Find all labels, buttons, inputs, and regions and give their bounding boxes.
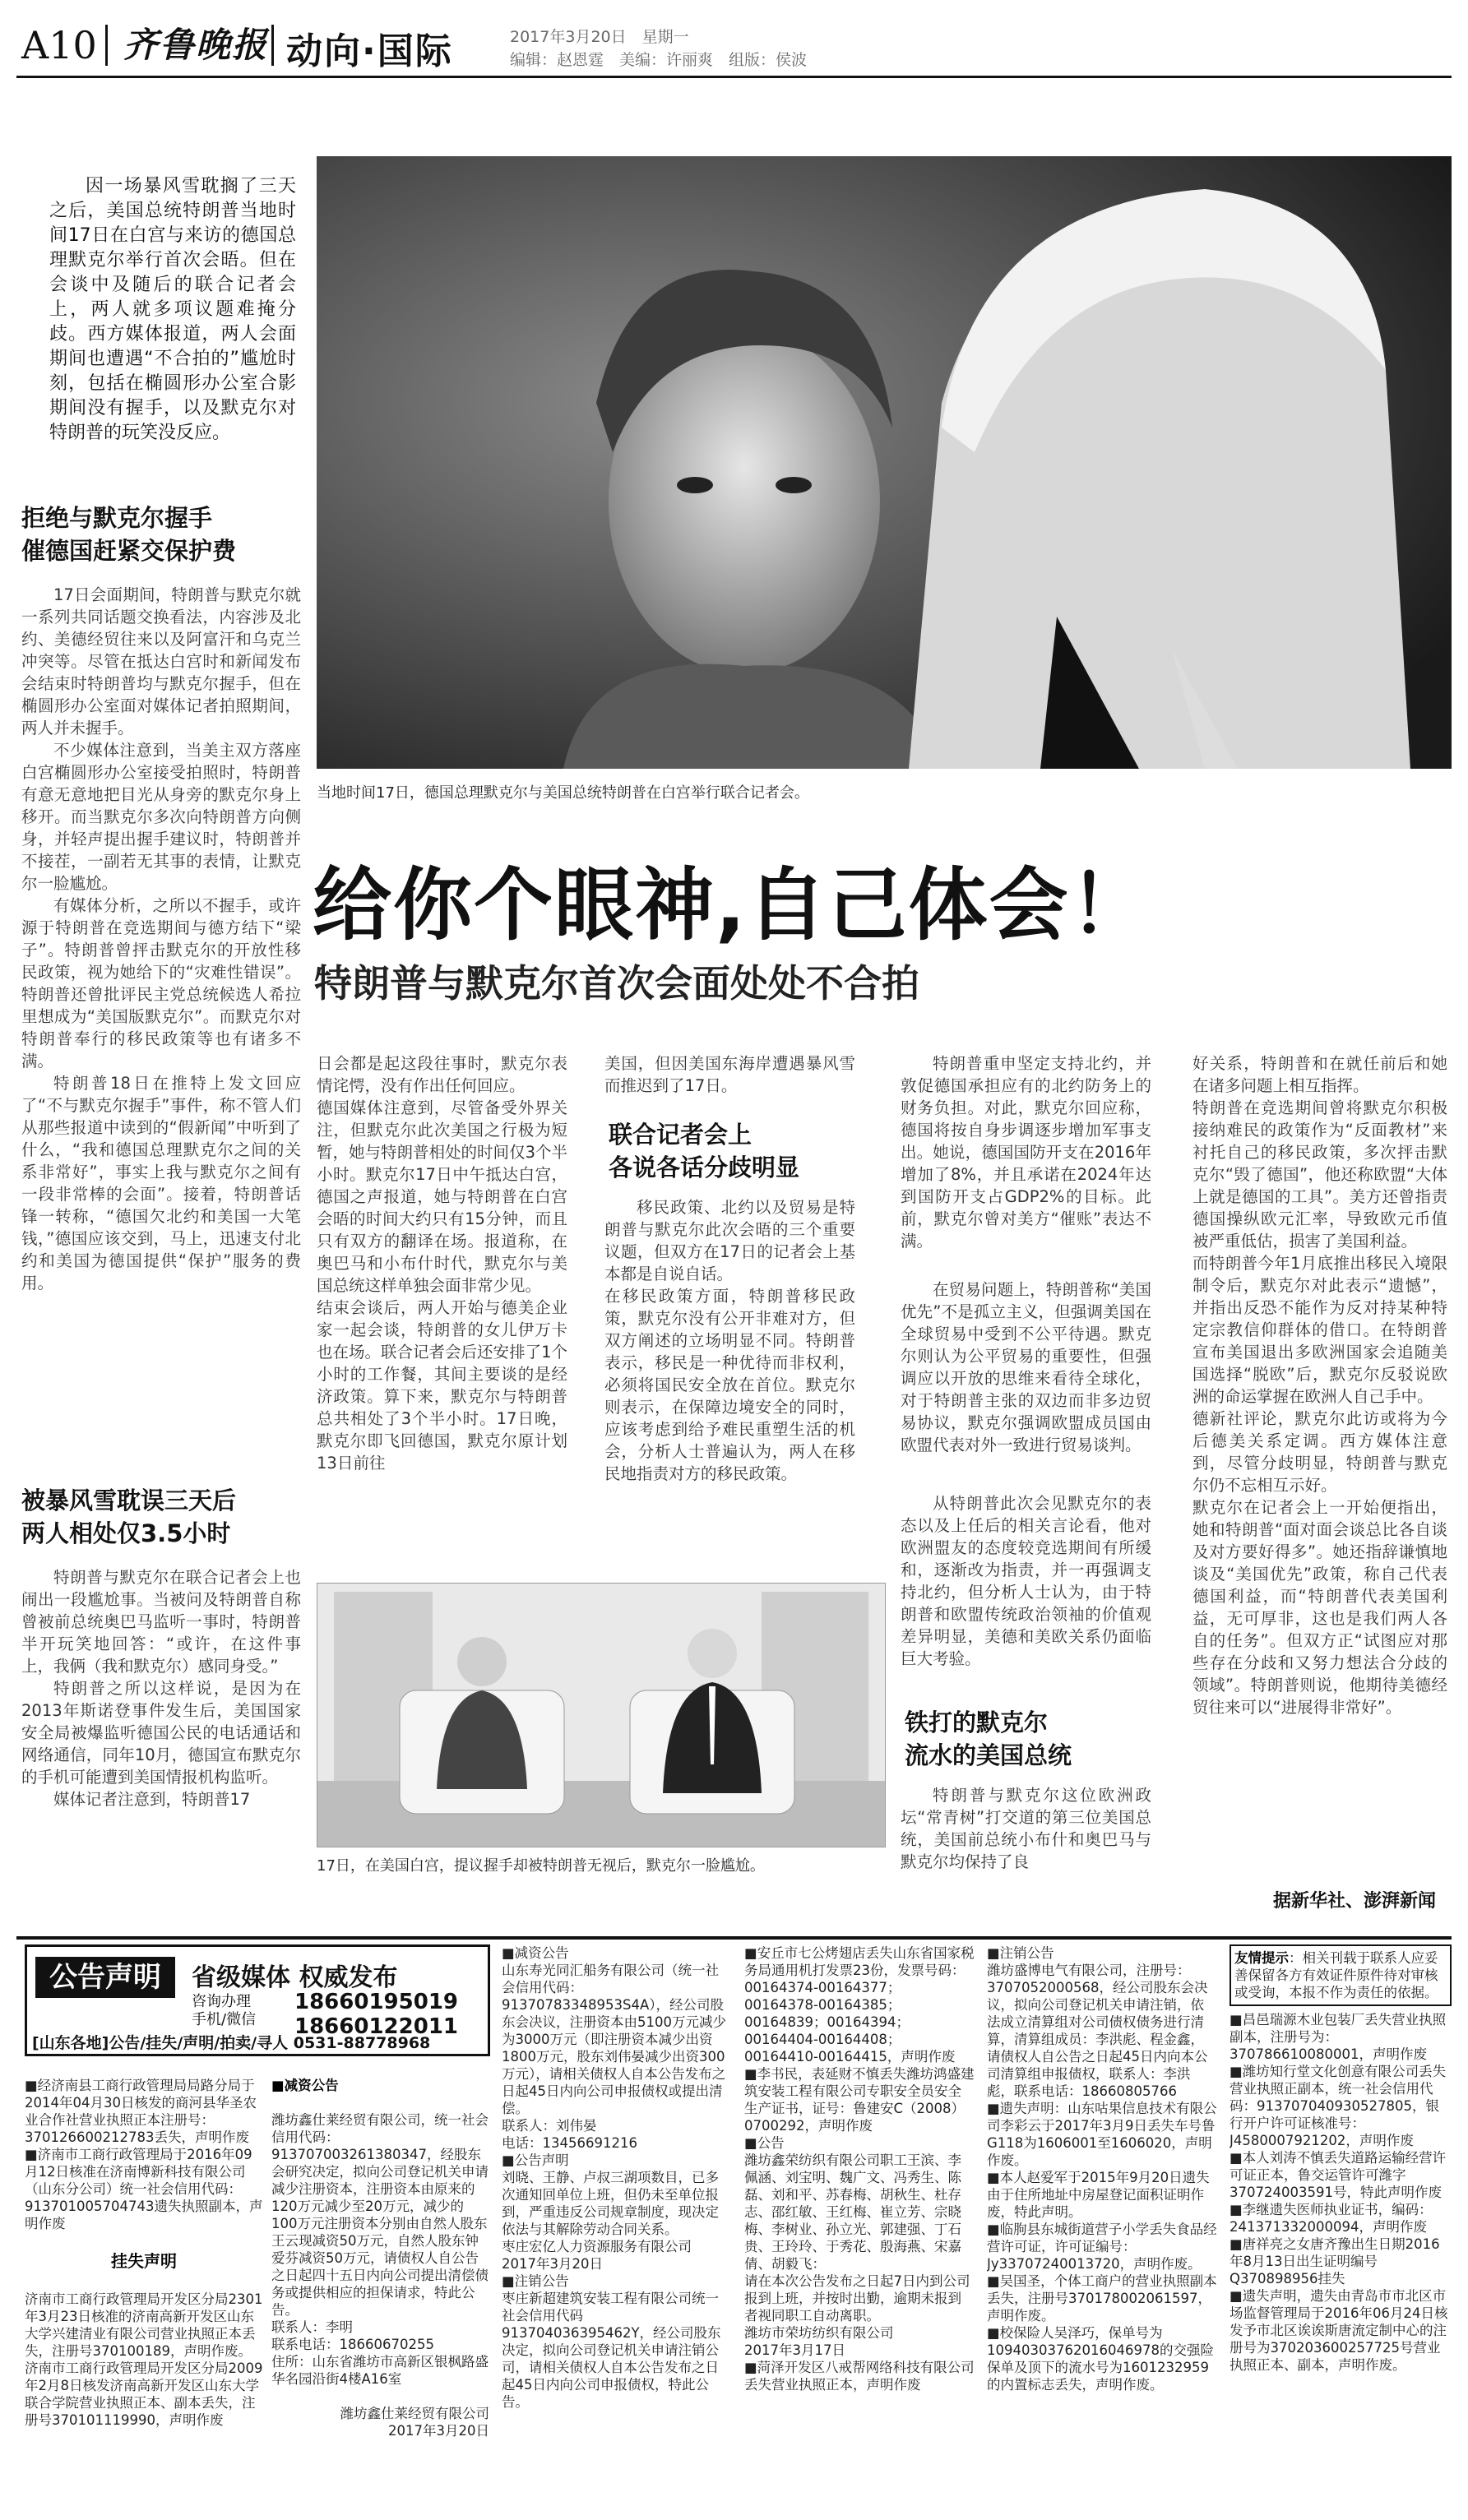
ad-tip-box: 友情提示：相关刊载于联系人应妥善保留各方有效证件原件待对审核或受询，本报不作为责任的依据。 <box>1230 1944 1452 2006</box>
issue-date: 2017年3月20日 星期一 <box>510 28 689 46</box>
body-column-3-mid: 在贸易问题上，特朗普称“美国优先”不是孤立主义，但强调美国在全球贸易中受到不公平待遇。默克尔则认为公平贸易的重要性，但强调应以开放的思维来看待全球化，对于特朗普主张的双边而非多边贸易协议，默克尔强调欧盟成员国由欧盟代表对外一致进行贸易谈判。 <box>901 1280 1151 1454</box>
subhead-snowstorm: 被暴风雪耽误三天后 两人相处仅3.5小时 <box>21 1487 237 1547</box>
ad-phone-numbers: 18660195019 18660122011 <box>294 1990 458 2039</box>
ad-column-2: ■减资公告 潍坊鑫仕莱经贸有限公司，统一社会信用代码：913707003261380347，经股东会研究决定，拟向公司登记机关申请减少注册资本，注册资本由原来的120万元减少至20万元，减少的100万元注册资本分别由自然人股东王云现减资50万元，自然人股东钟爱芬减资50万元，请债权人自公告之日起四十五日内向公司提出清偿债务或提供相应的担保请求，特此公告。 联系人：李明 联系电话：18660670255 住所：山东省潍坊市高新区银枫路盛华名园沿街4楼A16室 潍坊鑫仕莱经贸有限公司 2017年3月20日 <box>271 2078 489 2439</box>
masthead: 齐鲁晚报 <box>123 25 269 65</box>
header-divider <box>105 25 108 66</box>
news-source: 据新华社、澎湃新闻 <box>1273 1891 1437 1912</box>
left-column-text: 17日会面期间，特朗普与默克尔就一系列共同话题交换看法，内容涉及北约、美德经贸往来以及阿富汗和乌克兰冲突等。尽管在抵达白宫时和新闻发布会结束时特朗普均与默克尔握手，但在椭圆形办公室面对媒体记者拍照期间，两人并未握手。 不少媒体注意到，当美主双方落座白宫椭圆形办公室接受拍照时，特朗普有意无意地把目光从身旁的默克尔身上移开。而当默克尔多次向特朗普方向侧身，并轻声提出握手建议时，特朗普并不接茬，一副若无其事的表情，让默克尔一脸尴尬。 有媒体分析，之所以不握手，或许源于特朗普在竞选期间与德方结下“梁子”。特朗普曾抨击默克尔的开放性移民政策，视为她给下的“灾难性错误”。特朗普还曾批评民主党总统候选人希拉里想成为“美国版默克尔”。而默克尔对特朗普奉行的移民政策等也有诸多不满。 特朗普18日在推特上发文回应了“不与默克尔握手”事件，称不管人们从那些报道中读到的“假新闻”中听到了什么，“我和德国总理默克尔之间的关系非常好”，事实上我与默克尔之间有一段非常棒的会面”。接着，特朗普话锋一转称，“德国欠北约和美国一大笔钱，”德国应该交到，马上，迅速支付北约和美国为德国提供“保护”服务的费用。 <box>21 585 301 1292</box>
lead-paragraph: 因一场暴风雪耽搁了三天之后，美国总统特朗普当地时间17日在白宫与来访的德国总理默克尔举行首次会晤。但在会谈中及随后的联合记者会上，两人就多项议题难掩分歧。西方媒体报道，两人会面期间也遭遇“不合拍的”尴尬时刻，包括在椭圆形办公室合影期间没有握手，以及默克尔对特朗普的玩笑没反应。 <box>49 176 296 443</box>
header-divider <box>271 25 274 66</box>
ad-column-3: ■减资公告 山东寿光同汇船务有限公司（统一社会信用代码：91370783348953S4A），经公司股东会决议，注册资本由5100万元减少为3000万元（即注册资本减少出资1800万元，股东刘伟晏减少出资300万元），请相关债权人自本公告发布之日起45日内向公司申报债权或提出清偿。 联系人：刘伟晏 电话：13456691216 ■公告声明 刘晓、王静、卢叔三湖项数目，已多次通知回单位上班，但仍未至单位报到，严重违反公司规章制度，现决定依法与其解除劳动合同关系。 枣庄宏亿人力资源服务有限公司 2017年3月20日 ■注销公告 枣庄新超建筑安装工程有限公司统一社会信用代码913704036395462Y，经公司股东决定，拟向公司登记机关申请注销公司，请相关债权人自本公告发布之日起45日内向公司申报债权，特此公告。 <box>502 1945 726 2410</box>
ad-column-6: 友情提示：相关刊载于联系人应妥善保留各方有效证件原件待对审核或受询，本报不作为责任的依据。 ■昌邑瑞源木业包装厂丢失营业执照副本，注册号为：370786610080001，声明作废 ■潍坊知行堂文化创意有限公司丢失营业执照正副本，统一社会信用代码：913707040930527805，银行开户许可证核准号：J4580007921202，声明作废 ■本人刘涛不慎丢失道路运输经营许可证正本，鲁交运管许可潍字370724003591号，特此声明作废 ■李继遗失医师执业证书，编码：241371332000094，声明作废 ■唐祥亮之女唐齐豫出生日期2016年8月13日出生证明编号Q370898956挂失 ■遗失声明，遗失由青岛市市北区市场监督管理局于2016年06月24日核发予市北区诶诶斯唐流定制中心的注册号为370203600257725号营业执照正本、副本，声明作废。 <box>1230 1944 1452 2499</box>
leaders-photo-illustration <box>317 156 1452 769</box>
ad-slogan: 省级媒体 权威发布 <box>192 1963 398 1992</box>
subhead-press-conference: 联合记者会上 各说各话分歧明显 <box>609 1121 800 1181</box>
ad-header-box <box>25 1944 490 2056</box>
ad-brand-label: 公告声明 <box>35 1957 175 1998</box>
ad-column-4: ■安丘市七公烤翅店丢失山东省国家税务局通用机打发票23份，发票号码：00164374-00164377；00164378-00164385；00164839；00164394；00164404-00164408；00164410-00164415，声明作废 ■李书民，表延财不慎丢失潍坊鸿盛建筑安装工程有限公司专职安全员安全生产证书，证号：鲁建安C（2008）0700292，声明作废 ■公告 潍坊鑫荣纺织有限公司职工王滨、李佩涵、刘宝明、魏广文、冯秀生、陈磊、刘和平、苏春梅、胡秋生、杜存志、邵红敏、王红梅、崔立芳、宗晓梅、李树业、孙立光、郭建强、丁石贵、王玲玲、于秀花、殷海燕、宋嘉倩、胡毅飞： 请在本次公告发布之日起7日内到公司报到上班，并按时出勤，逾期未报到者视同职工自动离职。 潍坊市荣坊纺织有限公司 2017年3月17日 ■菏泽开发区八戒帮网络科技有限公司丢失营业执照正本，声明作废 <box>744 1945 975 2393</box>
header-rule <box>16 76 1452 78</box>
body-column-4: 好关系，特朗普和在就任前后和她在诸多问题上相互指挥。 特朗普在竞选期间曾将默克尔积极接纳难民的政策作为“反面教材”来衬托自己的移民政策，多次抨击默克尔“毁了德国”，他还称欧盟“大体上就是德国的工具”。美方还曾指责德国操纵欧元汇率，导致欧元币值被严重低估，损害了美国利益。 而特朗普今年1月底推出移民入境限制令后，默克尔对此表示“遗憾”，并指出反恐不能作为反对持某种特定宗教信仰群体的借口。在特朗普宣布美国退出多欧洲国家会追随美国选择“脱欧”后，默克尔反驳说欧洲的命运掌握在欧洲人自己手中。 德新社评论，默克尔此访或将为今后德美关系定调。西方媒体注意到，尽管分歧明显，特朗普与默克尔仍不忘相互示好。 默克尔在记者会上一开始便指出，她和特朗普“面对面会谈总比各自谈及对方要好得多”。她还指辞谦慎地谈及“美国优先”政策，称自己代表德国利益，而“特朗普代表美国利益，无可厚非，这也是我们两人各自的任务”。但双方正“试图应对那些存在分歧和又努力想法合分歧的领域”。特朗普则说，他期待美德经贸往来可以“进展得非常好”。 <box>1192 1054 1447 1717</box>
ad-region-line: [山东各地]公告/挂失/声明/拍卖/寻人 0531-88778968 <box>32 2034 431 2052</box>
second-photo-caption: 17日，在美国白宫，提议握手却被特朗普无视后，默克尔一脸尴尬。 <box>317 1857 765 1875</box>
page-number: A10 <box>21 23 97 67</box>
body-column-3-top: 特朗普重申坚定支持北约，并敦促德国承担应有的北约防务上的财务负担。对此，默克尔回应称，德国将按自身步调逐步增加军事支出。她说，德国国防开支在2016年增加了8%，并且承诺在2024年达到国防开支占GDP2%的目标。此前，默克尔曾对美方“催账”表达不满。 <box>901 1054 1151 1251</box>
main-photo <box>317 156 1452 769</box>
body-column-1: 日会都是起这段往事时，默克尔表情诧愕，没有作出任何回应。 德国媒体注意到，尽管备受外界关注，但默克尔此次美国之行极为短暂，她与特朗普相处的时间仅3个半小时。默克尔17日中午抵达白宫，德国之声报道，她与特朗普在白宫会晤的时间大约只有15分钟，而且只有双方的翻译在场。报道称，在奥巴马和小布什时代，默克尔与美国总统这样单独会面非常少见。 结束会谈后，两人开始与德美企业家一起会谈，特朗普的女儿伊万卡也在场。联合记者会后还安排了1个小时的工作餐，其间主要谈的是经济政策。算下来，默克尔与特朗普总共相处了3个半小时。17日晚，默克尔即飞回德国，默克尔原计划13日前往 <box>317 1054 567 1473</box>
body-column-2: 移民政策、北约以及贸易是特朗普与默克尔此次会晤的三个重要议题，但双方在17日的记者会上基本都是自说自话。 在移民政策方面，特朗普移民政策，默克尔没有公开非难对方，但双方阐述的立场明显不同。特朗普表示，移民是一种优待而非权利，必须将国民安全放在首位。默克尔则表示，在保障边境安全的同时，应该考虑到给予难民重塑生活的机会，分析人士普遍认为，两人在移民地指责对方的移民政策。 <box>604 1198 855 1483</box>
body-column-3-end: 特朗普与默克尔这位欧洲政坛“常青树”打交道的第三位美国总统，美国前总统小布什和奥巴马与默克尔均保持了良 <box>901 1786 1151 1871</box>
left-column-text-2: 特朗普与默克尔在联合记者会上也闹出一段尴尬事。当被问及特朗普自称曾被前总统奥巴马监听一事时，特朗普半开玩笑地回答：“或许，在这件事上，我俩（我和默克尔）感同身受。” 特朗普之所以这样说，是因为在2013年斯诺登事件发生后，美国国家安全局被爆监听德国公民的电话通话和网络通信，同年10月，德国宣布默克尔的手机可能遭到美国情报机构监听。 媒体记者注意到，特朗普17 <box>21 1568 301 1809</box>
ad-column-1: ■经济南县工商行政管理局局路分局于2014年04月30日核发的商河县华圣农业合作社营业执照正本注册号：370126600212783丢失，声明作废 ■济南市工商行政管理局于2016年09月12日核准在济南博新科技有限公司（山东分公司）统一社会信用代码：913701005704743遗失执照副本，声明作废 挂失声明 济南市工商行政管理局开发区分局2301年3月23日核准的济南高新开发区山东大学兴建清业有限公司营业执照正本丢失，注册号370100189，声明作废。 济南市工商行政管理局开发区分局2009年2月8日核发济南高新开发区山东大学联合学院营业执照正本、副本丢失，注册号370101119990，声明作废 <box>25 2078 263 2428</box>
section-title: 动向·国际 <box>286 30 453 72</box>
subhead-handshake: 拒绝与默克尔握手 催德国赶紧交保护费 <box>21 504 237 565</box>
oval-office-photo-illustration <box>317 1584 885 1847</box>
main-photo-caption: 当地时间17日，德国总理默克尔与美国总统特朗普在白宫举行联合记者会。 <box>317 784 809 802</box>
staff-credits: 编辑：赵恩霆 美编：许丽爽 组版：侯波 <box>510 51 808 69</box>
ad-phone-label: 咨询办理 手机/微信 <box>192 1993 257 2028</box>
ad-column-5: ■注销公告 潍坊盛博电气有限公司，注册号：3707052000568，经公司股东会决议，拟向公司登记机关申请注销，依法成立清算组对公司债权债务进行清算，清算组成员：李洪彪、程金鑫，请债权人自公告之日起45日内向本公司清算组申报债权，联系人：李洪彪，联系电话：18660805766 ■遗失声明：山东咕果信息技术有限公司李彩云于2017年3月9日丢失车号鲁G118为1606001至1606020，声明作废。 ■本人赵爱军于2015年9月20日遗失由于住所地址中房屋登记面积证明作废，特此声明。 ■临朐县东城街道营子小学丢失食品经营许可证，许可证编号：Jy33707240013720，声明作废。 ■吴国圣，个体工商户的营业执照副本丢失，注册号370178002061597，声明作废。 ■校保险人吴泽巧，保单号为10940303762016046978的交强险保单及顶下的流水号为1601232959的内置标志丢失，声明作废。 <box>987 1945 1217 2393</box>
headline: 给你个眼神,自己体会！ <box>313 859 1151 951</box>
deck: 特朗普与默克尔首次会面处处不合拍 <box>314 961 919 1006</box>
body-column-3-bot: 从特朗普此次会见默克尔的表态以及上任后的相关言论看，他对欧洲盟友的态度较竞选期间有所缓和，逐渐改为指责，并一再强调支持北约，但分析人士认为，由于特朗普和欧盟传统政治领袖的价值观差异明显，美德和美欧关系仍面临巨大考验。 <box>901 1494 1151 1668</box>
second-photo <box>317 1583 886 1847</box>
subhead-merkel: 铁打的默克尔 流水的美国总统 <box>905 1709 1072 1769</box>
body-column-2-top: 美国，但因美国东海岸遭遇暴风雪而推迟到了17日。 <box>604 1054 855 1095</box>
